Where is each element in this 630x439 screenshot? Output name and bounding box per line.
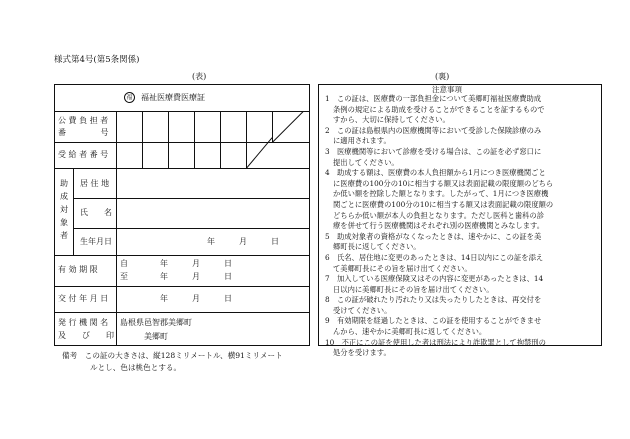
note-line: 関ごとに医療費の100分の10に相当する額又は表面記載の限度額の: [333, 199, 554, 209]
issue-date-value: 年 月 日: [160, 294, 232, 303]
note-line: 9 有効期限を経過したときは、この証を使用することができませ: [325, 316, 542, 326]
note-line: か低い額を控除した額となります。したがって、1月につき医療機: [333, 189, 549, 199]
payer-number-label: 公 費 負 担 者: [58, 116, 109, 125]
welfare-seal-icon: 福: [124, 92, 135, 103]
row-divider: [54, 286, 310, 287]
name-label: 氏 名: [80, 208, 112, 217]
card-title: 福祉医療費医療証: [141, 93, 205, 102]
note-line: 7 加入している医療保険又はその内容に変更があったときは、14: [325, 274, 544, 284]
note-line: 日以内に美郷町長にその旨を届け出てください。: [333, 284, 494, 294]
note-line: 療を併せて行う医療機関はそれぞれ別の医療機関とみなします。: [333, 221, 545, 231]
number-box-divider: [194, 111, 195, 168]
issuer-name: 島根県邑智郡美郷町: [120, 318, 192, 327]
issuer-label: 発 行 機 関 名: [58, 318, 109, 327]
note-line: 8 この証が破れたり汚れたり又は失ったりしたときは、再交付を: [325, 295, 542, 305]
number-box-divider: [246, 111, 247, 168]
note-line: 条例の規定による助成を受けることができることを証するもので: [333, 104, 545, 114]
subject-column-divider: [73, 168, 74, 255]
validity-label: 有 効 期 限: [58, 265, 98, 274]
note-line: 6 氏名、居住地に変更のあったときは、14日以内にこの証を添え: [325, 252, 544, 262]
remarks-line-1: 備考 この証の大きさは、縦128ミリメートル、横91ミリメート: [62, 351, 283, 360]
address-label: 居 住 地: [80, 179, 110, 188]
issuer-town: 美郷町: [144, 332, 168, 341]
validity-from-value: 年 月 日: [160, 259, 232, 268]
note-line: に適用されます。: [333, 136, 391, 146]
note-line: 10 不正にこの証を使用した者は刑法により詐欺罪として拘禁刑の: [325, 337, 546, 347]
validity-to-label: 至: [120, 272, 128, 281]
payer-number-label-2: 番 号: [58, 128, 109, 137]
note-line: 受けてください。: [333, 305, 392, 315]
row-divider: [73, 228, 310, 229]
remarks-line-2: ルとし、色は桃色とする。: [90, 363, 182, 372]
recipient-number-label: 受 給 者 番 号: [58, 150, 109, 159]
row-divider: [54, 255, 310, 256]
number-box-divider: [142, 111, 143, 168]
label-column-divider: [116, 111, 117, 346]
form-number: 様式第4号(第5条関係): [54, 55, 140, 65]
note-line: 提出してください。: [333, 157, 399, 167]
birth-date-value: 年 月 日: [207, 237, 279, 246]
row-divider: [73, 198, 310, 199]
issue-date-label: 交 付 年 月 日: [58, 294, 109, 303]
note-line: て美郷町長にその旨を届け出てください。: [333, 263, 472, 273]
notes-list: [325, 94, 597, 359]
note-line: 郷町長に返してください。: [333, 242, 421, 252]
issuer-label-2: 及 び 印: [58, 331, 114, 340]
row-divider: [54, 312, 310, 313]
notes-heading: 注意事項: [432, 85, 462, 94]
front-label: (表): [192, 72, 207, 81]
birth-date-label: 生年月日: [80, 237, 112, 246]
note-line: 4 助成する額は、医療費の本人負担額から1月につき医療機関ごと: [325, 168, 546, 178]
note-line: んから、速やかに美郷町長に返してください。: [333, 327, 487, 337]
number-box-divider: [220, 111, 221, 168]
note-line: 3 医療機関等において診療を受ける場合は、この証を必ず窓口に: [325, 146, 542, 156]
note-line: 処分を受けます。: [333, 348, 391, 358]
number-box-divider: [168, 111, 169, 168]
note-line: すから、大切に保持してください。: [333, 115, 450, 125]
row-divider: [54, 168, 310, 169]
back-label: (裏): [435, 72, 450, 81]
validity-from-label: 自: [120, 259, 128, 268]
note-line: 1 この証は、医療費の一部負担金について美郷町福祉医療費助成: [325, 94, 542, 103]
note-line: どちらか低い額が本人の負担となります。ただし医科と歯科の診: [333, 210, 545, 220]
subject-vertical-label: 助 成 対 象 者: [60, 179, 68, 240]
note-line: 2 この証は島根県内の医療機関等において受診した保険診療のみ: [325, 125, 542, 135]
note-line: 5 助成対象者の資格がなくなったときは、速やかに、この証を美: [325, 231, 542, 241]
validity-to-value: 年 月 日: [160, 272, 232, 281]
note-line: に医療費の100分の10に相当する額又は表面記載の限度額のどちら: [333, 178, 554, 188]
